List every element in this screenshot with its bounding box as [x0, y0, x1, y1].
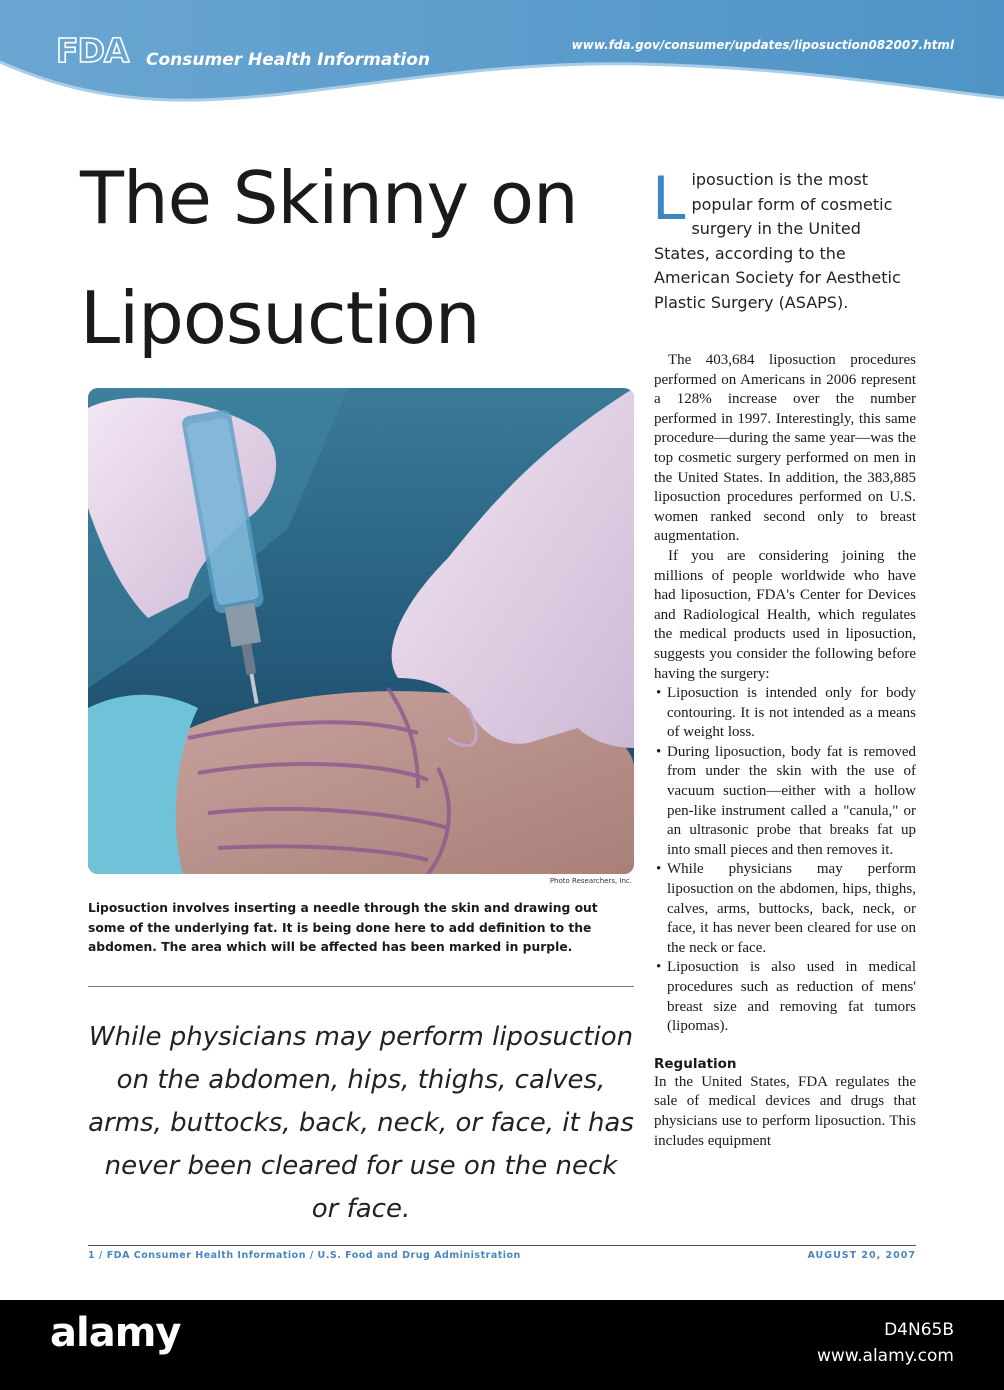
header-title: Consumer Health Information [146, 50, 431, 70]
bullet-item: • While physicians may perform liposuction on the abdomen, hips, thighs, calves, arms, buttocks, back, neck, or face, it has never been cleared for use on the neck or face. [654, 860, 916, 958]
footer-date: AUGUST 20, 2007 [807, 1250, 916, 1261]
footer-divider [88, 1245, 916, 1246]
intro-text: iposuction is the most popular form of cosmetic surgery in the United States, according to the American Society for Aesthetic Plastic Surgery (ASAPS). [654, 170, 901, 312]
image-id: D4N65B [884, 1320, 954, 1340]
section-heading-regulation: Regulation [654, 1055, 737, 1072]
fda-logo: FDA [56, 31, 129, 70]
footer-source: 1 / FDA Consumer Health Information / U.S. Food and Drug Administration [88, 1250, 521, 1261]
article-column [652, 164, 916, 1151]
watermark-url[interactable]: www.alamy.com [816, 1346, 954, 1366]
page-title [80, 138, 640, 378]
photo-credit: Photo Researchers, Inc. [549, 877, 632, 885]
photo-caption: Liposuction involves inserting a needle through the skin and drawing out some of the underlying fat. It is being done here to add definition to the abdomen. The area which will be affected has been marked in purple. [88, 901, 598, 954]
alamy-logo: alamy [50, 1310, 181, 1356]
bullet-item: • Liposuction is intended only for body contouring. It is not intended as a means of weight loss. [654, 684, 916, 743]
bullet-item: • Liposuction is also used in medical procedures such as reduction of mens' breast size and removing fat tumors (lipomas). [654, 958, 916, 1036]
drop-cap: L [652, 164, 686, 234]
body-paragraph: The 403,684 liposuction procedures performed on Americans in 2006 represent a 128% increase over the number performed in 1997. Interestingly, this same procedure—during the same year—was the top cosmetic surgery performed on men in the United States. In addition, the 383,885 liposuction procedures performed on U.S. women ranked second only to breast augmentation. [654, 352, 916, 545]
divider [88, 986, 634, 987]
bullet-list [654, 684, 916, 1037]
pull-quote: While physicians may perform liposuction on the abdomen, hips, thighs, calves, arms, buttocks, back, neck, or face, it has never been cleared for use on the neck or face. [88, 1022, 634, 1224]
intro-paragraph [652, 164, 916, 315]
title-line-1: The Skinny on [80, 156, 578, 240]
liposuction-photo [88, 388, 634, 874]
header-url[interactable]: www.fda.gov/consumer/updates/liposuction082007.html [571, 38, 954, 52]
body-paragraph: If you are considering joining the millions of people worldwide who have had liposuction, FDA's Center for Devices and Radiological Health, which regulates the medical products used in liposuction, suggests you consider the following before having the surgery: [654, 547, 916, 682]
bullet-item: • During liposuction, body fat is removed from under the skin with the use of vacuum suction—either with a hollow pen-like instrument called a "canula," or an ultrasonic probe that breaks fat up into small pieces and then removes it. [654, 743, 916, 861]
title-line-2: Liposuction [80, 276, 480, 360]
article-body [654, 351, 916, 1151]
regulation-paragraph: In the United States, FDA regulates the sale of medical devices and drugs that physicians use to perform liposuction. This includes equipment [654, 1073, 916, 1149]
